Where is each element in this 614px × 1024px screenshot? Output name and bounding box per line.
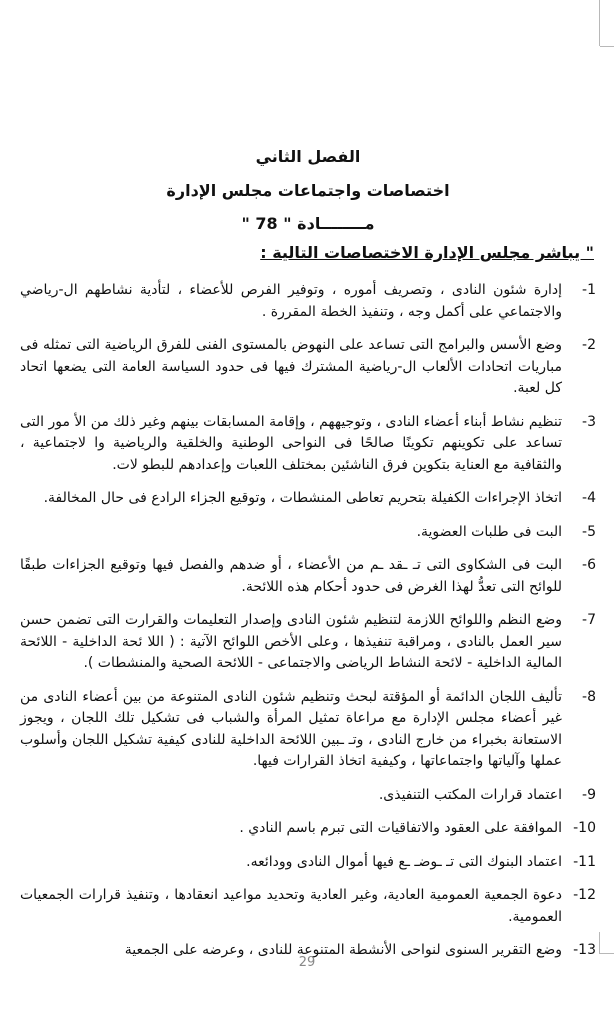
list-item (20, 885, 596, 928)
item-number: -2 (582, 337, 596, 353)
list-item (20, 522, 596, 544)
list-item (20, 280, 596, 323)
item-number: -13 (573, 942, 596, 958)
item-number: -8 (582, 688, 596, 705)
list-item (20, 488, 596, 510)
item-number: -5 (582, 523, 596, 540)
item-number: -1 (582, 282, 596, 298)
item-number: -6 (582, 557, 596, 573)
item-number: -10 (573, 820, 596, 836)
page-corner-mark-top-line (600, 46, 614, 47)
item-text: الموافقة على العقود والاتفاقيات التى تبرم باسم النادي . (239, 820, 562, 836)
item-number: -4 (582, 490, 596, 506)
page-corner-mark-bottom (599, 932, 614, 954)
item-number: -11 (573, 853, 596, 870)
intro-line: " يباشر مجلس الإدارة الاختصاصات التالية : (260, 243, 594, 262)
item-text: اعتماد البنوك التى تـ ـوضـ ـع فيها أموال النادى وودائعه. (246, 853, 562, 870)
page-corner-mark-top (599, 0, 614, 46)
item-text: اتخاذ الإجراءات الكفيلة بتحريم تعاطى المنشطات ، وتوقيع الجزاء الرادع فى حال المخالفة. (43, 490, 562, 506)
item-text: دعوة الجمعية العمومية العادية، وغير العادية وتحديد مواعيد انعقادها ، وتنفيذ قرارات الجمعيات العمومية. (20, 887, 562, 925)
list-item (20, 412, 596, 477)
document-page (20, 140, 596, 974)
item-text: البت فى الشكاوى التى تـ ـقد ـم من الأعضاء ، أو ضدهم والفصل فيها وتوقيع الجزاءات طبقًا للوائح التى تعدُّ لهذا الغرض فى حدود أحكام هذه اللائحة. (20, 557, 562, 595)
item-text: إدارة شئون النادى ، وتصريف أموره ، وتوفير الفرص للأعضاء ، لتأدية نشاطهم ال-رياضي والاجتماعي على أكمل وجه ، وتنفيذ الخطة المقررة . (20, 282, 562, 320)
item-number: -9 (582, 786, 596, 803)
item-text: البت فى طلبات العضوية. (416, 523, 562, 540)
items-list (20, 280, 596, 962)
item-number: -12 (573, 887, 596, 903)
list-item (20, 610, 596, 675)
section-title: اختصاصات واجتماعات مجلس الإدارة (166, 181, 450, 200)
item-number: -3 (582, 413, 596, 430)
chapter-title: الفصل الثاني (255, 147, 361, 166)
list-item (20, 785, 596, 807)
item-text: اعتماد قرارات المكتب التنفيذى. (378, 786, 562, 803)
item-text: تنظيم نشاط أبناء أعضاء النادى ، وتوجيههم ، وإقامة المسابقات بينهم وغير ذلك من الأ مور التى تساعد على تكوينهم تكوينًا صالحًا فى النواحى الوطنية والخلقية والرياضية وا لاجتماعية ، والثقافية مع العناية بتكوين فرق الناشئين بمختلف اللعبات وإعدادهم للبطو لات. (20, 413, 562, 473)
list-item (20, 852, 596, 874)
page-corner-mark-bottom-line (600, 953, 614, 954)
item-number: -7 (582, 612, 596, 628)
list-item (20, 687, 596, 773)
item-text: وضع الأسس والبرامج التى تساعد على النهوض بالمستوى الفنى للفرق الرياضية التى تمثله فى مباريات اتحادات الألعاب ال-رياضية المشترك فيها فى حدود السياسة العامة التى يضعها اتحاد كل لعبة. (20, 337, 562, 396)
item-text: تأليف اللجان الدائمة أو المؤقتة لبحث وتنظيم شئون النادى المتنوعة من بين أعضاء النادى من غير أعضاء مجلس الإدارة مع مراعاة تمثيل المرأة والشباب فى تشكيل تلك اللجان ، ويجوز الاستعانة بخبراء من خارج النادى ، وتـ ـبين اللائحة الداخلية للنادى كيفية تشكيل اللجان وأسلوب عملها وآلياتها واجتماعاتها ، وكيفية اتخاذ القرارات فيها. (20, 688, 562, 769)
item-text: وضع النظم واللوائح اللازمة لتنظيم شئون النادى وإصدار التعليمات والقرارت التى تضمن حسن سير العمل بالنادى ، ومراقبة تنفيذها ، وعلى الأخص اللوائح الآتية : ( اللا ئحة الداخلية - اللائحة المالية الداخلية - لائحة النشاط الرياضى والاجتماعى - اللائحة الصحية والمنشطات ). (20, 612, 562, 671)
page-number: 29 (298, 955, 316, 970)
item-text: وضع التقرير السنوى لنواحى الأنشطة المتنوعة للنادى ، وعرضه على الجمعية (124, 942, 562, 958)
list-item (20, 335, 596, 400)
list-item (20, 555, 596, 598)
list-item (20, 818, 596, 840)
article-label: مــــــــادة " 78 " (241, 214, 375, 233)
